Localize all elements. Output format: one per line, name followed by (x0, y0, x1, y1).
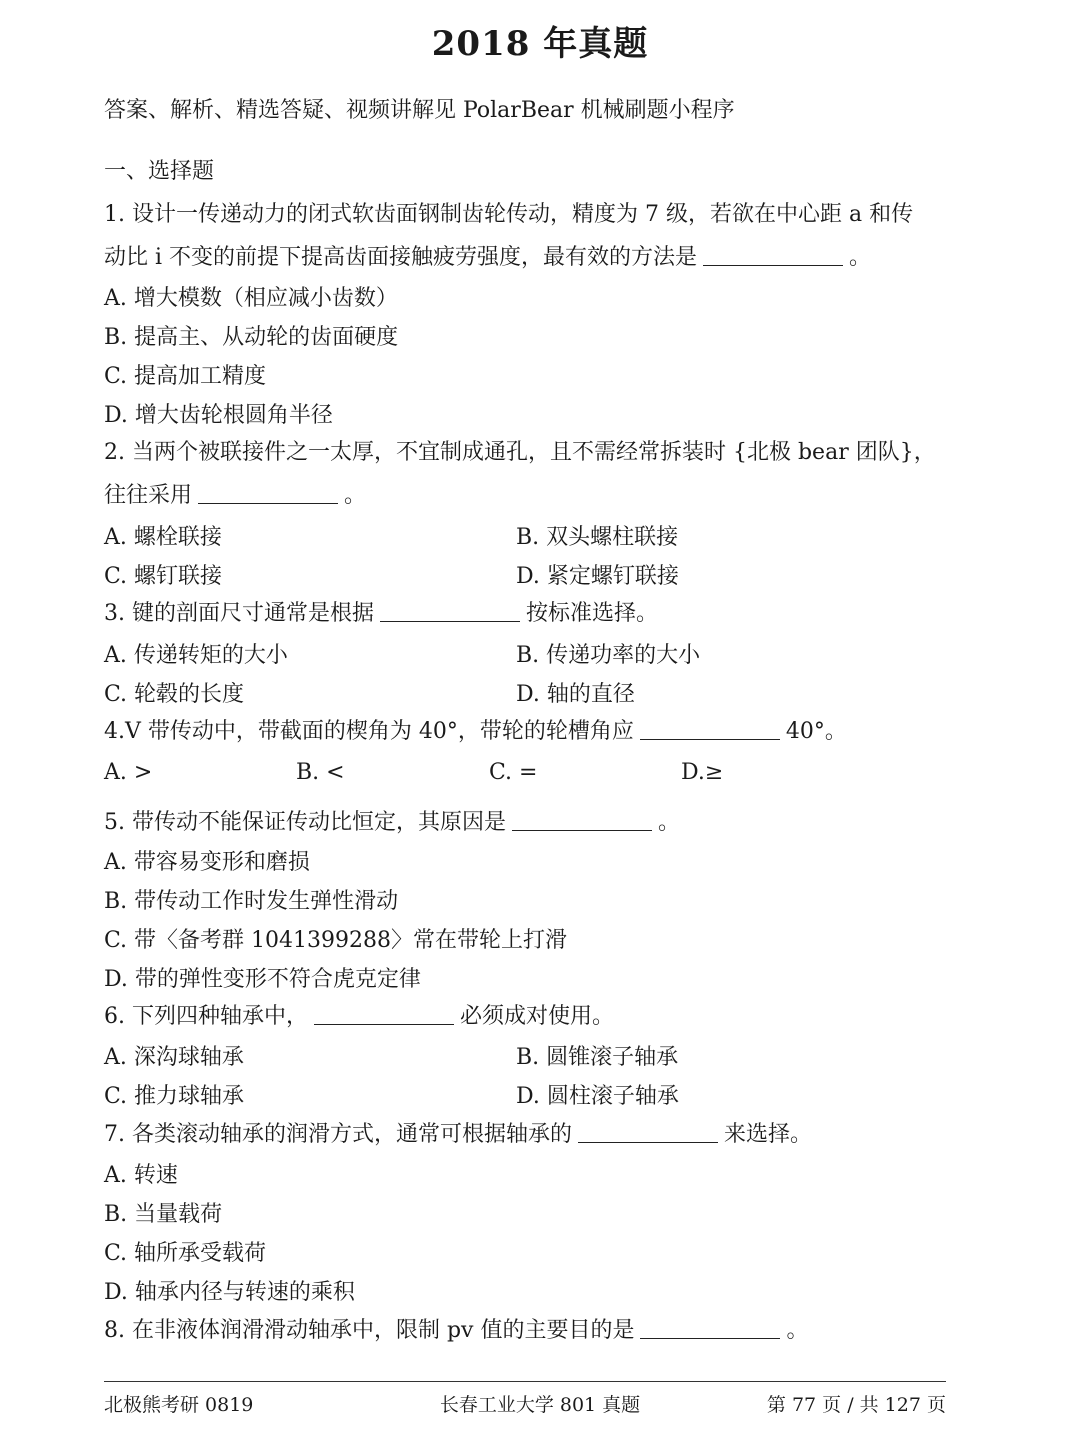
footer-left: 北极熊考研 0819 (104, 1394, 254, 1416)
question-3-end: 按标准选择。 (525, 601, 658, 626)
question-1-line-2 (104, 243, 871, 273)
question-5-option-d: D. 带的弹性变形不符合虎克定律 (104, 967, 421, 992)
question-1-option-d: D. 增大齿轮根圆角半径 (104, 403, 333, 428)
section-heading: 一、选择题 (104, 159, 215, 184)
question-6-option-b: B. 圆锥滚子轴承 (516, 1045, 679, 1070)
question-7-option-c: C. 轴所承受载荷 (104, 1241, 267, 1266)
question-5-option-c: C. 带〈备考群 1041399288〉常在带轮上打滑 (104, 928, 567, 953)
question-7-end: 来选择。 (724, 1122, 813, 1147)
question-4-option-c: C. = (489, 760, 538, 785)
question-3-stem: 3. 键的剖面尺寸通常是根据 (104, 601, 374, 626)
question-3-option-c: C. 轮毂的长度 (104, 682, 245, 707)
question-4-stem: 4.V 带传动中，带截面的楔角为 40°，带轮的轮槽角应 (104, 719, 634, 744)
question-2-option-a: A. 螺栓联接 (104, 525, 222, 550)
question-8 (104, 1316, 809, 1346)
footer-page-number: 第 77 页 / 共 127 页 (766, 1394, 946, 1416)
question-1-option-b: B. 提高主、从动轮的齿面硬度 (104, 325, 399, 350)
question-6-stem: 6. 下列四种轴承中， (104, 1004, 308, 1029)
question-2-option-c: C. 螺钉联接 (104, 564, 223, 589)
question-2-stem: 往往采用 (104, 483, 193, 508)
answer-blank (703, 245, 843, 266)
question-1-line-1: 1. 设计一传递动力的闭式软齿面钢制齿轮传动，精度为 7 级，若欲在中心距 a 和传 (104, 202, 914, 227)
intro-text: 答案、解析、精选答疑、视频讲解见 PolarBear 机械刷题小程序 (104, 98, 735, 123)
question-7 (104, 1120, 812, 1150)
question-1-option-c: C. 提高加工精度 (104, 364, 267, 389)
question-8-stem: 8. 在非液体润滑滑动轴承中，限制 pv 值的主要目的是 (104, 1318, 635, 1343)
question-2-line-1: 2. 当两个被联接件之一太厚，不宜制成通孔，且不需经常拆装时 {北极 bear 团队}， (104, 440, 936, 465)
question-1-stem: 动比 i 不变的前提下提高齿面接触疲劳强度，最有效的方法是 (104, 245, 698, 270)
question-7-option-a: A. 转速 (104, 1163, 178, 1188)
answer-blank (380, 601, 520, 622)
footer-divider (104, 1381, 946, 1382)
question-8-end: 。 (786, 1318, 809, 1343)
question-2-line-2 (104, 481, 366, 511)
question-3 (104, 599, 658, 629)
question-2-option-d: D. 紧定螺钉联接 (516, 564, 679, 589)
question-5-stem: 5. 带传动不能保证传动比恒定，其原因是 (104, 810, 506, 835)
footer-center: 长春工业大学 801 真题 (439, 1394, 641, 1416)
question-3-option-b: B. 传递功率的大小 (516, 643, 701, 668)
question-4-option-a: A. > (104, 760, 153, 785)
question-7-option-b: B. 当量载荷 (104, 1202, 223, 1227)
question-6-option-c: C. 推力球轴承 (104, 1084, 245, 1109)
question-4-end: 40°。 (785, 719, 847, 744)
answer-blank (314, 1004, 454, 1025)
answer-blank (640, 1318, 780, 1339)
question-5-end: 。 (658, 810, 681, 835)
answer-blank (198, 483, 338, 504)
answer-blank (512, 810, 652, 831)
question-6-end: 必须成对使用。 (459, 1004, 614, 1029)
question-2-option-b: B. 双头螺柱联接 (516, 525, 679, 550)
answer-blank (640, 719, 780, 740)
question-4 (104, 717, 847, 747)
question-1-option-a: A. 增大模数（相应减小齿数） (104, 286, 398, 311)
question-6-option-d: D. 圆柱滚子轴承 (516, 1084, 679, 1109)
question-3-option-d: D. 轴的直径 (516, 682, 635, 707)
question-5-option-b: B. 带传动工作时发生弹性滑动 (104, 889, 399, 914)
question-4-option-b: B. < (296, 760, 345, 785)
page-title: 2018 年真题 (431, 24, 649, 64)
answer-blank (578, 1122, 718, 1143)
question-6-option-a: A. 深沟球轴承 (104, 1045, 244, 1070)
question-7-option-d: D. 轴承内径与转速的乘积 (104, 1280, 355, 1305)
question-2-end: 。 (344, 483, 367, 508)
question-4-option-d: D.≥ (681, 760, 724, 785)
question-1-end: 。 (849, 245, 872, 270)
question-3-option-a: A. 传递转矩的大小 (104, 643, 288, 668)
question-6 (104, 1002, 614, 1032)
question-5 (104, 808, 680, 838)
question-7-stem: 7. 各类滚动轴承的润滑方式，通常可根据轴承的 (104, 1122, 572, 1147)
question-5-option-a: A. 带容易变形和磨损 (104, 850, 310, 875)
